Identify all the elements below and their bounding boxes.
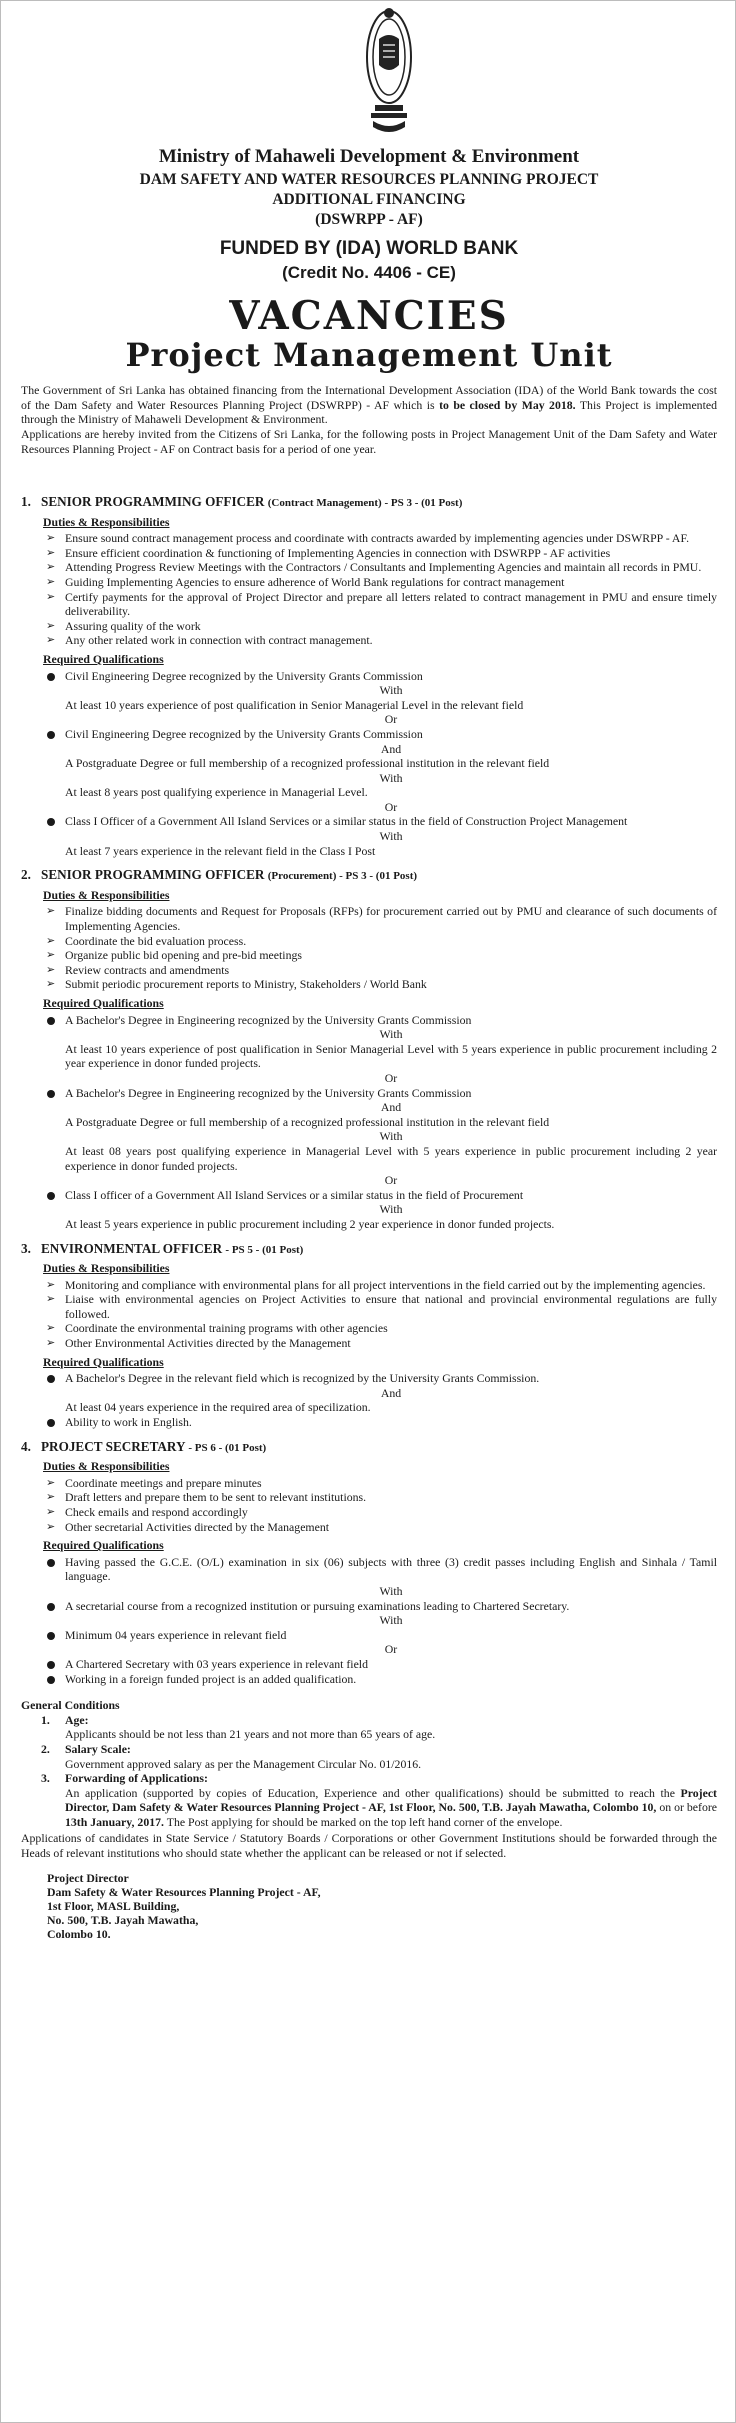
duty-text: Certify payments for the approval of Project Director and prepare all letters related to contract management in PMU and ensure timely deliverability. xyxy=(65,589,717,619)
qualification-detail: At least 04 years experience in the required area of specilization. xyxy=(65,1400,371,1415)
duties-heading: Duties & Responsibilities xyxy=(43,1261,170,1276)
unit-title: Project Management Unit xyxy=(125,336,613,374)
signature-line: Colombo 10. xyxy=(47,1926,111,1941)
duty-text: Submit periodic procurement reports to Ministry, Stakeholders / World Bank xyxy=(65,977,427,992)
qualification-text: A Bachelor's Degree in Engineering recognized by the University Grants Commission xyxy=(65,1085,472,1100)
project-name: DAM SAFETY AND WATER RESOURCES PLANNING PROJECT xyxy=(139,171,599,188)
duty-text: Coordinate the environmental training programs with other agencies xyxy=(65,1321,388,1336)
duties-heading: Duties & Responsibilities xyxy=(43,1459,170,1474)
qualification-connector: With xyxy=(379,1129,403,1144)
ministry-name: Ministry of Mahaweli Development & Environment xyxy=(158,146,580,167)
intro-paragraph-2: Applications are hereby invited from the Citizens of Sri Lanka, for the following posts in Project Management Unit of the Dam Safety and Water Resources Planning Project - AF on Contract basis for a period of one year. xyxy=(21,427,717,456)
duty-item xyxy=(21,1476,717,1491)
condition-title: Forwarding of Applications: xyxy=(65,1771,208,1786)
closing-date: 13th January, 2017. xyxy=(65,1814,164,1829)
qualification-connector: And xyxy=(380,1385,402,1400)
condition-body: Government approved salary as per the Management Circular No. 01/2016. xyxy=(65,1756,422,1771)
post-number: 2. xyxy=(21,867,31,883)
qualification-detail: At least 10 years experience of post qualification in Senior Managerial Level in the relevant field xyxy=(65,697,524,712)
arrow-bullet-icon: ➢ xyxy=(46,963,56,976)
post-section-3 xyxy=(21,1242,717,1430)
bullet-dot-icon xyxy=(47,1603,55,1611)
qualification-text: Ability to work in English. xyxy=(65,1415,192,1430)
condition-item xyxy=(21,1771,717,1829)
qualification-item xyxy=(21,1086,717,1101)
duty-text: Assuring quality of the work xyxy=(65,618,201,633)
duty-text: Review contracts and amendments xyxy=(65,962,230,977)
qualification-detail: At least 10 years experience of post qualification in Senior Managerial Level with 5 years experience in public procurement including 2 year experience in donor funded projects. xyxy=(65,1041,717,1071)
qualification-item xyxy=(21,669,717,684)
qualification-item xyxy=(21,1415,717,1430)
arrow-bullet-icon: ➢ xyxy=(46,1491,56,1504)
condition-item xyxy=(21,1742,717,1771)
qualification-item xyxy=(21,814,717,829)
post-title xyxy=(21,495,717,511)
qualification-detail: At least 08 years post qualifying experience in Managerial Level with 5 years experience in public procurement including 2 year experience in donor funded projects. xyxy=(65,1143,717,1173)
condition-text: on or before xyxy=(659,1800,718,1815)
qualifications-heading: Required Qualifications xyxy=(43,1538,164,1553)
qualification-text: A Chartered Secretary with 03 years experience in relevant field xyxy=(65,1656,368,1671)
qualification-detail: At least 7 years experience in the relevant field in the Class I Post xyxy=(65,843,376,858)
duty-item xyxy=(21,948,717,963)
duty-text: Guiding Implementing Agencies to ensure adherence of World Bank regulations for contract management xyxy=(65,574,565,589)
bullet-dot-icon xyxy=(47,731,55,739)
qualifications-heading: Required Qualifications xyxy=(43,996,164,1010)
general-conditions-heading: General Conditions xyxy=(21,1698,120,1713)
duty-text: Ensure efficient coordination & functioning of Implementing Agencies in connection with DSWRPP - AF activities xyxy=(65,545,611,560)
qualification-text: Working in a foreign funded project is an added qualification. xyxy=(65,1671,357,1686)
qualification-detail: A Postgraduate Degree or full membership of a recognized professional institution in the relevant field xyxy=(65,756,550,771)
arrow-bullet-icon: ➢ xyxy=(46,634,56,647)
condition-title: Salary Scale: xyxy=(65,1741,131,1756)
post-grade: (Contract Management) - PS 3 - (01 Post) xyxy=(267,497,463,509)
qualification-connector: And xyxy=(380,741,402,756)
condition-item xyxy=(21,1713,717,1742)
post-section-1 xyxy=(21,495,717,858)
duty-text: Coordinate meetings and prepare minutes xyxy=(65,1475,262,1490)
qualification-item xyxy=(21,1672,717,1687)
duty-text: Check emails and respond accordingly xyxy=(65,1505,248,1519)
duty-item xyxy=(21,963,717,978)
duty-text: Organize public bid opening and pre-bid meetings xyxy=(65,948,302,963)
signature-line: Project Director xyxy=(47,1870,129,1885)
arrow-bullet-icon: ➢ xyxy=(46,575,56,588)
qualification-detail: At least 8 years post qualifying experience in Managerial Level. xyxy=(65,785,368,800)
arrow-bullet-icon: ➢ xyxy=(46,1293,56,1306)
bullet-dot-icon xyxy=(47,1090,55,1098)
duty-item xyxy=(21,619,717,634)
duty-text: Any other related work in connection with contract management. xyxy=(65,633,373,648)
qualification-connector: Or xyxy=(384,1070,398,1085)
bullet-dot-icon xyxy=(47,1192,55,1200)
qualification-text: Civil Engineering Degree recognized by the University Grants Commission xyxy=(65,726,423,741)
intro-paragraph-1 xyxy=(21,383,717,427)
post-title xyxy=(21,1242,717,1258)
duty-text: Ensure sound contract management process and coordinate with contracts awarded by implementing agencies under DSWRPP - AF. xyxy=(65,531,690,546)
submission-address: Project Director, Dam Safety & Water Resources Planning Project - AF, 1st Floor, No. 500, T.B. Jayah Mawatha, Colombo 10, xyxy=(65,1785,717,1815)
duty-item xyxy=(21,575,717,590)
intro-text: This Project is implemented through the Ministry of Mahaweli Development & Environment. xyxy=(21,397,717,427)
qualification-connector: With xyxy=(379,1583,403,1598)
qualification-connector: With xyxy=(379,1027,403,1042)
credit-number: (Credit No. 4406 - CE) xyxy=(282,263,456,282)
qualification-detail: A Postgraduate Degree or full membership of a recognized professional institution in the relevant field xyxy=(65,1114,550,1129)
signature-line: 1st Floor, MASL Building, xyxy=(47,1898,180,1913)
duty-item xyxy=(21,633,717,648)
qualification-connector: With xyxy=(379,829,403,844)
bullet-dot-icon xyxy=(47,1017,55,1025)
qualification-item xyxy=(21,1657,717,1672)
arrow-bullet-icon: ➢ xyxy=(46,1520,56,1533)
qualification-text: Civil Engineering Degree recognized by the University Grants Commission xyxy=(65,668,423,683)
qualifications-heading: Required Qualifications xyxy=(43,1354,164,1369)
arrow-bullet-icon: ➢ xyxy=(46,1476,56,1489)
condition-text: An application (supported by copies of Education, Experience and other qualifications) should be submitted to reach the xyxy=(65,1785,675,1800)
post-title xyxy=(21,1440,717,1456)
bullet-dot-icon xyxy=(47,1375,55,1383)
post-grade: - PS 6 - (01 Post) xyxy=(188,1441,267,1454)
condition-body xyxy=(65,1786,717,1830)
national-emblem-icon xyxy=(365,5,413,139)
arrow-bullet-icon: ➢ xyxy=(46,561,56,574)
arrow-bullet-icon: ➢ xyxy=(46,1337,56,1350)
arrow-bullet-icon: ➢ xyxy=(46,949,56,962)
qualification-text: Minimum 04 years experience in relevant field xyxy=(65,1627,287,1642)
duty-item xyxy=(21,546,717,561)
post-title xyxy=(21,868,717,884)
qualification-item xyxy=(21,1013,717,1028)
duty-item xyxy=(21,904,717,933)
qualification-detail: At least 5 years experience in public procurement including 2 year experience in donor funded projects. xyxy=(65,1216,555,1231)
bullet-dot-icon xyxy=(47,818,55,826)
post-name: ENVIRONMENTAL OFFICER xyxy=(41,1240,223,1256)
qualification-item xyxy=(21,1555,717,1584)
duty-text: Liaise with environmental agencies on Project Activities to ensure that national and provincial environmental regulations are fully followed. xyxy=(65,1292,717,1321)
qualification-item xyxy=(21,1628,717,1643)
funding-source: FUNDED BY (IDA) WORLD BANK xyxy=(219,238,519,259)
bullet-dot-icon xyxy=(47,673,55,681)
vacancies-title: VACANCIES xyxy=(229,293,509,339)
qualification-text: A Bachelor's Degree in Engineering recognized by the University Grants Commission xyxy=(65,1012,472,1027)
qualifications-heading: Required Qualifications xyxy=(43,651,164,666)
qualification-connector: With xyxy=(379,1613,403,1628)
duty-item xyxy=(21,1336,717,1351)
duty-text: Draft letters and prepare them to be sent to relevant institutions. xyxy=(65,1490,367,1505)
condition-number: 2. xyxy=(41,1741,50,1756)
duty-item xyxy=(21,977,717,992)
duty-text: Finalize bidding documents and Request for Proposals (RFPs) for procurement carried out by PMU and clearance of such documents of Implementing Agencies. xyxy=(65,904,717,934)
qualification-text: Class I Officer of a Government All Island Services or a similar status in the field of Construction Project Management xyxy=(65,814,628,829)
intro-text: The Government of Sri Lanka has obtained financing from the International Development Association (IDA) of the World Bank towards the cost of the Dam Safety and Water Resources Planning Project (DSWRPP) - AF which is xyxy=(21,383,717,412)
arrow-bullet-icon: ➢ xyxy=(46,546,56,559)
duties-heading: Duties & Responsibilities xyxy=(43,514,170,529)
duty-item xyxy=(21,934,717,949)
condition-text: The Post applying for should be marked on the top left hand corner of the envelope. xyxy=(166,1814,563,1829)
duty-item xyxy=(21,1278,717,1293)
qualification-text: A Bachelor's Degree in the relevant field which is recognized by the University Grants Commission. xyxy=(65,1371,540,1386)
qualification-item xyxy=(21,1188,717,1203)
duty-item xyxy=(21,1321,717,1336)
condition-title: Age: xyxy=(65,1712,89,1727)
signature-line: Dam Safety & Water Resources Planning Project - AF, xyxy=(47,1884,321,1899)
bullet-dot-icon xyxy=(47,1632,55,1640)
qualification-text: Class I officer of a Government All Island Services or a similar status in the field of Procurement xyxy=(65,1187,524,1202)
condition-number: 1. xyxy=(41,1712,50,1727)
post-section-2 xyxy=(21,868,717,1231)
duty-item xyxy=(21,1490,717,1505)
post-grade: - PS 5 - (01 Post) xyxy=(225,1243,304,1256)
post-number: 3. xyxy=(21,1240,31,1256)
closing-note: Applications of candidates in State Service / Statutory Boards / Corporations or other Government Institutions should be forwarded through the Heads of relevant institutions who should state whether the applicant can be released or not if selected. xyxy=(21,1831,717,1861)
duty-text: Other secretarial Activities directed by the Management xyxy=(65,1519,330,1534)
duty-item xyxy=(21,531,717,546)
arrow-bullet-icon: ➢ xyxy=(46,1278,56,1291)
qualification-text: Having passed the G.C.E. (O/L) examination in six (06) subjects with three (3) credit passes including English and Sinhala / Tamil language. xyxy=(65,1554,717,1584)
qualification-connector: Or xyxy=(384,1642,398,1657)
duty-item xyxy=(21,1292,717,1321)
condition-body: Applicants should be not less than 21 years and not more than 65 years of age. xyxy=(65,1727,436,1742)
condition-number: 3. xyxy=(41,1771,50,1786)
bullet-dot-icon xyxy=(47,1661,55,1669)
arrow-bullet-icon: ➢ xyxy=(46,532,56,545)
qualification-connector: Or xyxy=(384,712,398,727)
arrow-bullet-icon: ➢ xyxy=(46,1506,56,1518)
post-name: PROJECT SECRETARY xyxy=(41,1438,186,1454)
general-conditions xyxy=(21,1698,717,1941)
post-number: 4. xyxy=(21,1438,31,1454)
qualification-item xyxy=(21,727,717,742)
qualification-connector: And xyxy=(380,1100,402,1115)
duty-item xyxy=(21,590,717,619)
post-grade: (Procurement) - PS 3 - (01 Post) xyxy=(267,870,418,883)
duties-heading: Duties & Responsibilities xyxy=(43,887,170,902)
signature-line: No. 500, T.B. Jayah Mawatha, xyxy=(47,1912,199,1927)
post-name: SENIOR PROGRAMMING OFFICER xyxy=(41,867,265,883)
bullet-dot-icon xyxy=(47,1676,55,1684)
arrow-bullet-icon: ➢ xyxy=(46,1322,56,1335)
posts-and-conditions xyxy=(21,485,717,1941)
duty-text: Monitoring and compliance with environmental plans for all project interventions in the field carried out by the implementing agencies. xyxy=(65,1277,706,1292)
bullet-dot-icon xyxy=(47,1419,55,1427)
arrow-bullet-icon: ➢ xyxy=(46,934,56,947)
project-financing: ADDITIONAL FINANCING xyxy=(272,191,466,208)
duty-item xyxy=(21,560,717,575)
arrow-bullet-icon: ➢ xyxy=(46,619,56,632)
qualification-connector: With xyxy=(379,683,403,698)
qualification-connector: Or xyxy=(384,1173,398,1188)
qualification-connector: Or xyxy=(384,799,398,814)
qualification-connector: With xyxy=(379,770,403,785)
post-name: SENIOR PROGRAMMING OFFICER xyxy=(41,494,265,509)
duty-text: Other Environmental Activities directed by the Management xyxy=(65,1336,351,1351)
duty-text: Coordinate the bid evaluation process. xyxy=(65,933,247,948)
duty-item xyxy=(21,1520,717,1535)
qualification-item xyxy=(21,1371,717,1386)
intro-closing-date: to be closed by May 2018. xyxy=(439,397,576,412)
qualification-connector: With xyxy=(379,1202,403,1217)
arrow-bullet-icon: ➢ xyxy=(46,590,56,603)
duty-text: Attending Progress Review Meetings with the Contractors / Consultants and Implementing Agencies and maintain all records in PMU. xyxy=(65,560,702,575)
post-section-4 xyxy=(21,1440,717,1687)
project-abbreviation: (DSWRPP - AF) xyxy=(315,211,423,228)
bullet-dot-icon xyxy=(47,1559,55,1567)
arrow-bullet-icon: ➢ xyxy=(46,978,56,991)
signature-block xyxy=(47,1871,717,1941)
qualification-item xyxy=(21,1599,717,1614)
qualification-text: A secretarial course from a recognized institution or pursuing examinations leading to Chartered Secretary. xyxy=(65,1598,570,1613)
post-number: 1. xyxy=(21,494,31,509)
duty-item xyxy=(21,1505,717,1520)
arrow-bullet-icon: ➢ xyxy=(46,905,56,918)
